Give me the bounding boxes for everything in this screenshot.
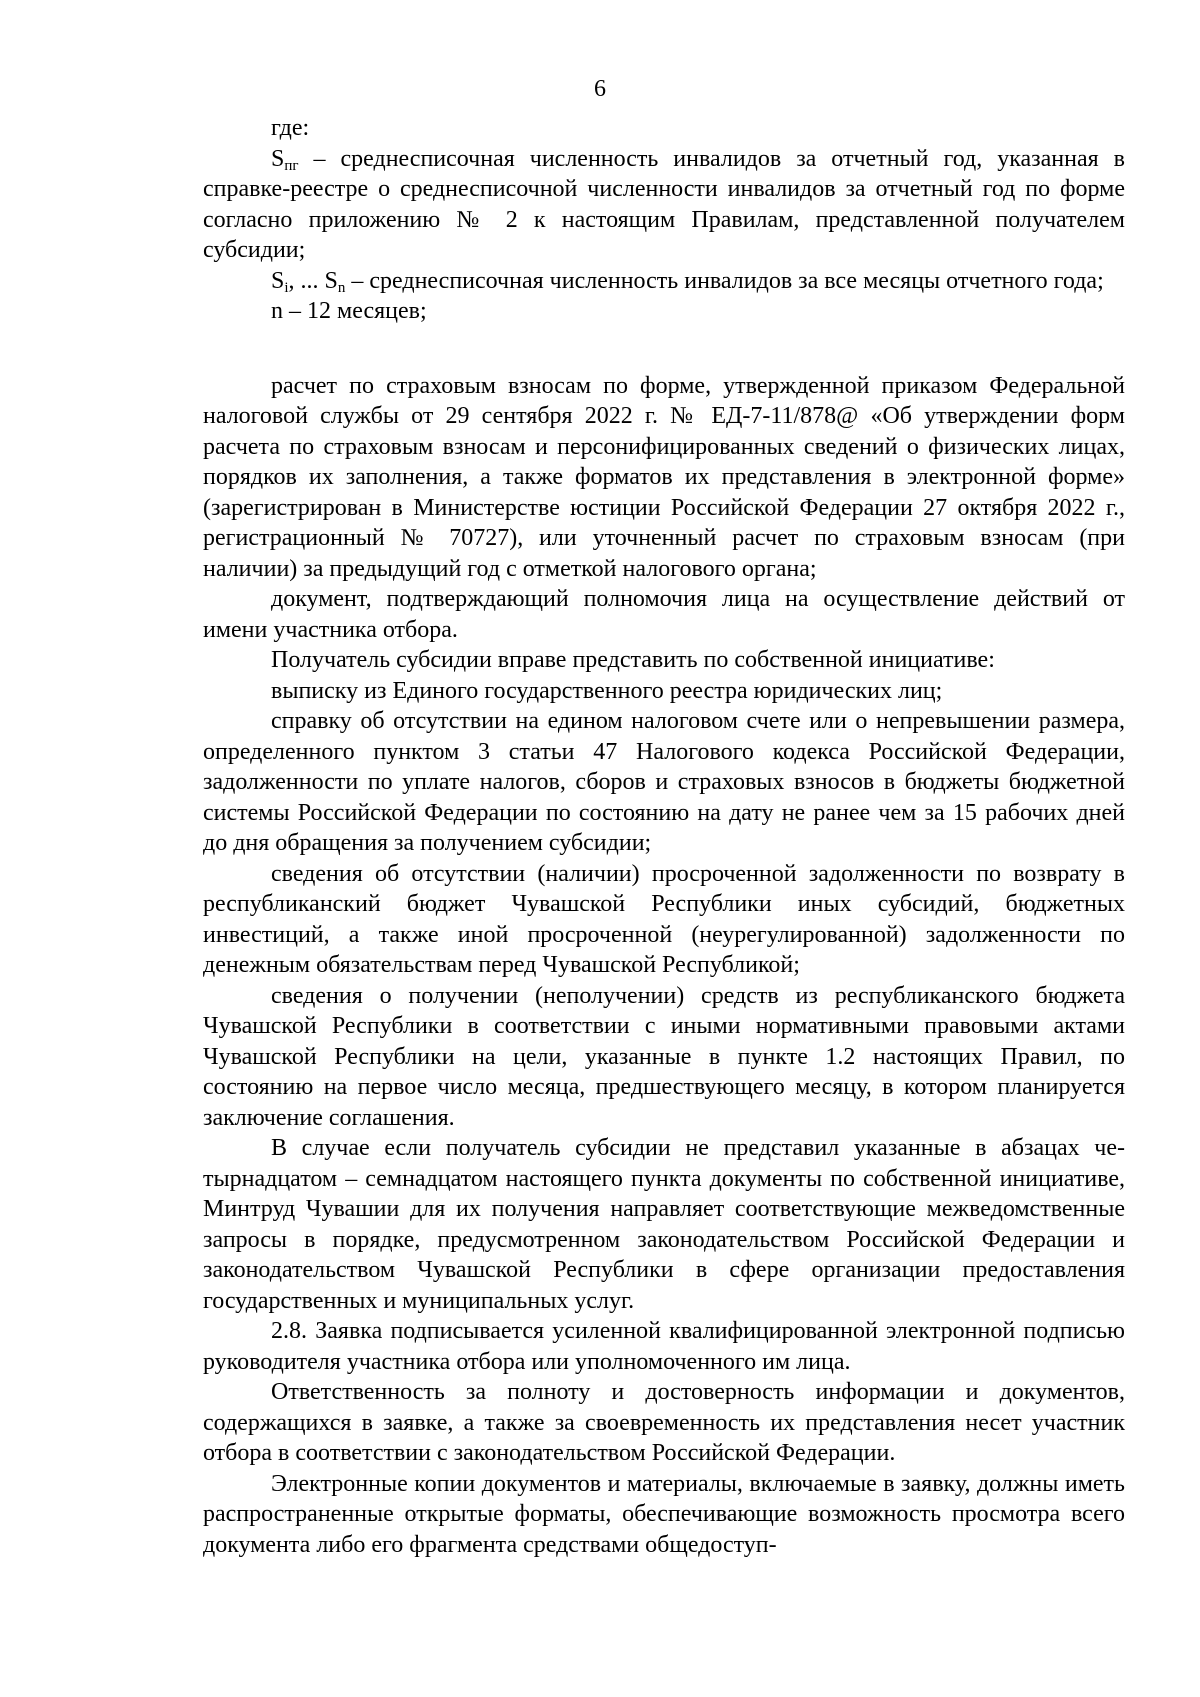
s-n-symbol: , ... S [288, 267, 338, 294]
s-pg-definition: – среднесписочная численность инвалидов за отчетный год, указанная в справке-реестре о среднесписочной численности инвалидов за отчетный год по форме согласно приложению № 2 к настоящим Правилам, представленной получателем субсидии; [203, 145, 1125, 263]
s-pg-symbol: S [271, 145, 285, 172]
paragraph: выписку из Единого государственного реестра юридических лиц; [271, 677, 943, 704]
paragraph: В случае если получатель субсидии не представил указанные в абзацах четырнадцатом – семнадцатом настоящего пункта документы по собственной инициативе, Минтруд Чувашии для их получения направляет соответствующие межведомственные запросы в порядке, предусмотренном законодательством Российской Федерации и законодательством Чувашской Республики в сфере организации предоставления государственных и муниципальных услуг. [203, 1135, 1125, 1314]
paragraph: Электронные копии документов и материалы, включаемые в заявку, должны иметь распространенные открытые форматы, обеспечивающие возможность просмотра всего документа либо его фрагмента средствами общедоступ- [203, 1470, 1125, 1558]
paragraph: Ответственность за полноту и достоверность информации и документов, содержащихся в заявке, а также за своевременность их представления несет участник отбора в соответствии с законодательством Российской Федерации. [203, 1379, 1125, 1466]
paragraph: сведения о получении (неполучении) средств из республиканского бюджета Чувашской Республики в соответствии с иными нормативными правовыми актами Чувашской Республики на цели, указанные в пункте 1.2 настоящих Правил, по состоянию на первое число месяца, предшествующего месяцу, в котором планируется заключение соглашения. [203, 982, 1125, 1131]
formula-where-label: где: [271, 115, 310, 141]
page-number: 6 [594, 76, 606, 102]
document-body [203, 113, 1125, 1560]
s-i-symbol: S [271, 267, 285, 294]
paragraph: 2.8. Заявка подписывается усиленной квалифицированной электронной подписью руководителя участника отбора или уполномоченного им лица. [203, 1318, 1125, 1375]
s-i-definition: – среднесписочная численность инвалидов за все месяцы отчетного года; [345, 267, 1104, 294]
paragraph: Получатель субсидии вправе представить по собственной инициативе: [271, 647, 995, 673]
s-n-subscript: n [337, 279, 346, 296]
paragraph: документ, подтверждающий полномочия лица на осуществление действий от имени участника отбора. [203, 586, 1125, 643]
s-pg-subscript: пг [284, 157, 299, 174]
s-i-subscript: i [284, 279, 289, 296]
paragraph-gap [203, 327, 1125, 371]
paragraph: расчет по страховым взносам по форме, утвержденной приказом Федеральной налоговой службы от 29 сентября 2022 г. № ЕД-7-11/878@ «Об утверждении форм расчета по страховым взносам и персонифицированных сведений о физических лицах, порядков их заполнения, а также форматов их представления в электронной форме» (зарегистрирован в Министерстве юстиции Российской Федерации 27 октября 2022 г., регистрационный № 70727), или уточненный расчет по страховым взносам (при наличии) за предыдущий год с отметкой налогового органа; [203, 372, 1125, 582]
paragraph: справку об отсутствии на едином налоговом счете или о непревышении размера, определенного пунктом 3 статьи 47 Налогового кодекса Российской Федерации, задолженности по уплате налогов, сборов и страховых взносов в бюджеты бюджетной системы Российской Федерации по состоянию на дату не ранее чем за 15 рабочих дней до дня обращения за получением субсидии; [203, 708, 1125, 856]
formula-def-s-pg [203, 144, 1125, 266]
formula-def-n: n – 12 месяцев; [271, 298, 427, 324]
paragraph: сведения об отсутствии (наличии) просроченной задолженности по возврату в республиканский бюджет Чувашской Республики иных субсидий, бюджетных инвестиций, а также иной просроченной (неурегулированной) задолженности по денежным обязательствам перед Чувашской Республикой; [203, 860, 1125, 978]
formula-def-s-i [203, 266, 1125, 297]
